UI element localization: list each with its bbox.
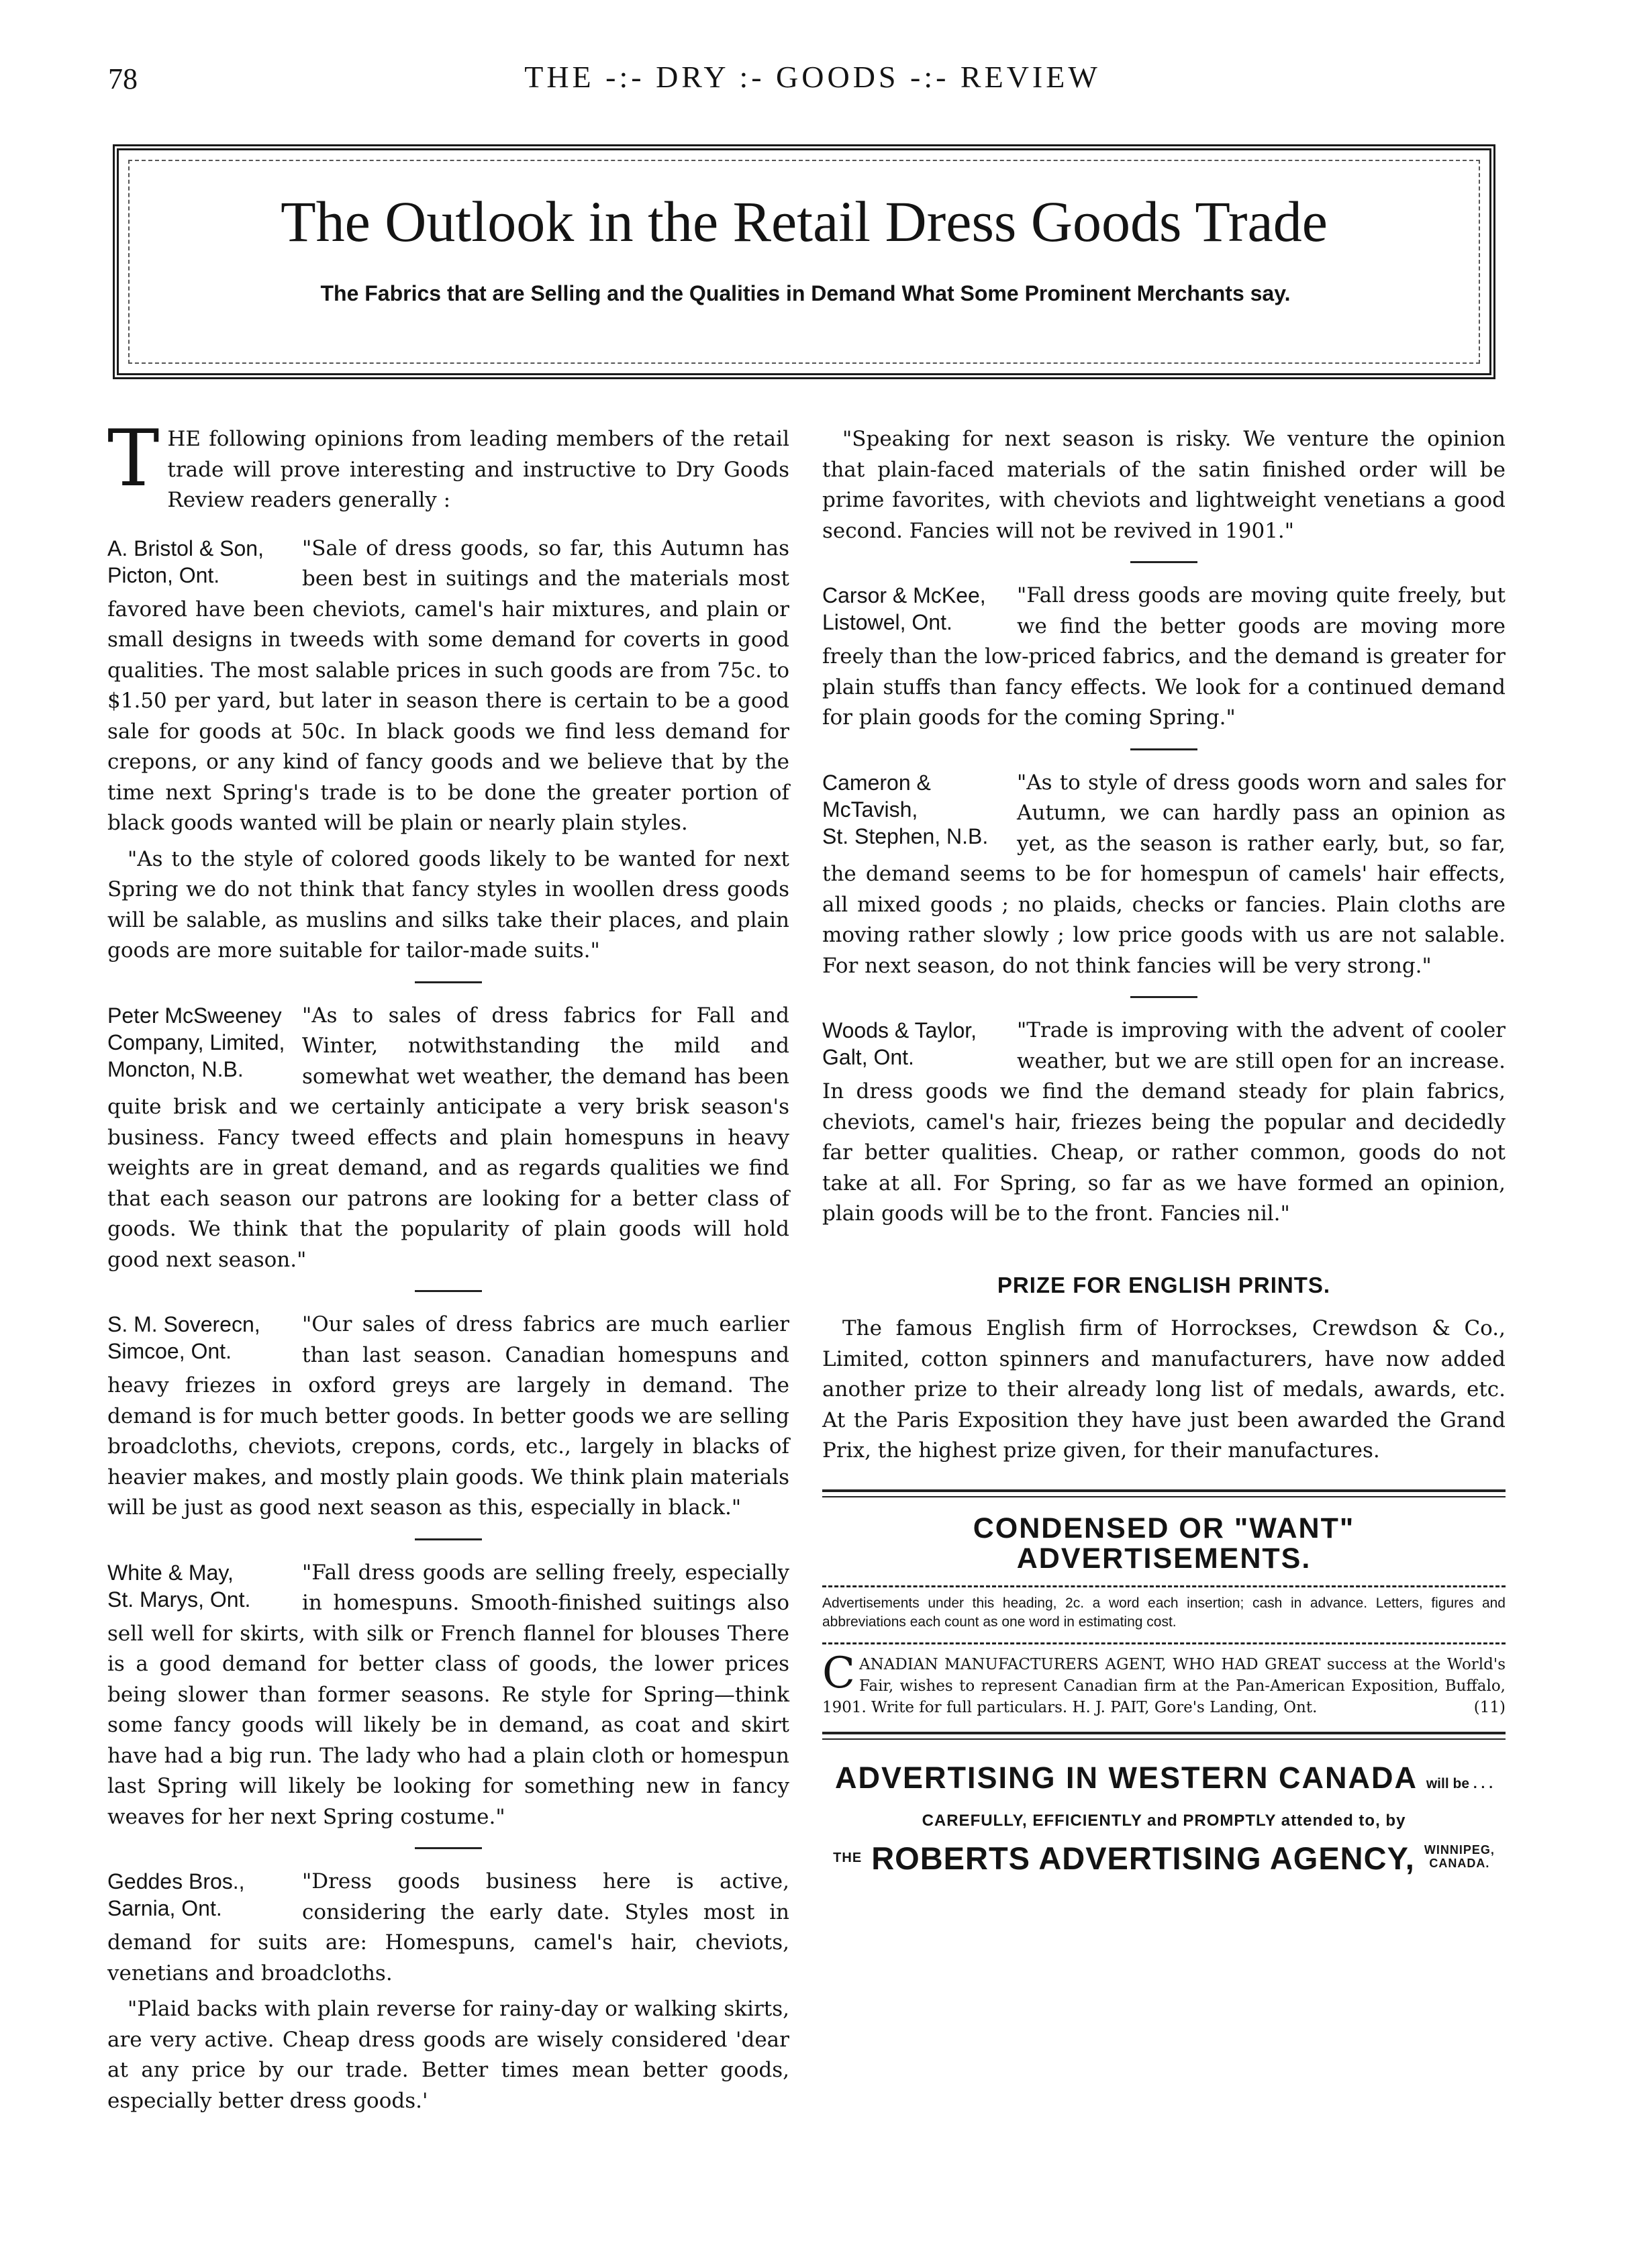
- quote-paragraph: "Speaking for next season is risky. We venture the opinion that plain-faced materials of the satin finished order will be prime favorites, with cheviots and lightweight venetians a good second. Fancies will not be revived in 1901.": [822, 427, 1506, 543]
- firm-name: Geddes Bros., Sarnia, Ont.: [107, 1869, 245, 1920]
- roberts-ad-line2: CAREFULLY, EFFICIENTLY and PROMPTLY attended to, by: [922, 1812, 1406, 1830]
- entry-woods-taylor: [822, 1016, 1506, 1230]
- dashed-rule: [822, 1642, 1506, 1644]
- prize-text: The famous English firm of Horrockses, Crewdson & Co., Limited, cotton spinners and manufacturers, have now added another prize to their already long list of medals, awards, etc. At the Paris Exposition they have just been awarded the Grand Prix, the highest prize given, for their manufactures.: [822, 1316, 1506, 1463]
- right-column: [822, 424, 1506, 1876]
- prize-heading: PRIZE FOR ENGLISH PRINTS.: [997, 1272, 1331, 1297]
- firm-name: Carsor & McKee, Listowel, Ont.: [822, 583, 986, 634]
- dashed-rule: [822, 1585, 1506, 1587]
- want-ad-listing: [822, 1648, 1506, 1718]
- page-number: 78: [108, 62, 138, 95]
- quote-paragraph: "Plaid backs with plain reverse for rainy-day or walking skirts, are very active. Cheap dress goods are wisely considered 'dear at any price by our trade. Better times mean better goods, especially better dress goods.': [107, 1997, 789, 2113]
- quote-paragraph: "Dress goods business here is active, considering the early date. Styles most in demand for suits are: Homespuns, camel's hair, cheviots, venetians and broadcloths.: [107, 1869, 789, 1985]
- separator-rule: [1130, 561, 1197, 563]
- quote-paragraph: "Our sales of dress fabrics are much earlier than last season. Canadian homespuns and heavy friezes in oxford greys are largely in demand. The demand is for much better goods. In better goods we are selling broadcloths, cheviots, crepons, cords, etc., largely in blacks of heavier makes, and mostly plain goods. We think plain materials will be just as good next season as this, especially in black.": [107, 1312, 789, 1520]
- want-ads-terms: Advertisements under this heading, 2c. a word each insertion; cash in advance. Letters, figures and abbreviations each count as one word in estimating cost.: [822, 1595, 1506, 1630]
- roberts-ad-line1: ADVERTISING IN WESTERN CANADA will be . . .: [834, 1760, 1493, 1795]
- separator-rule: [1130, 748, 1197, 750]
- roberts-ad-location: WINNIPEG, CANADA.: [1424, 1842, 1495, 1870]
- section-divider: [822, 1489, 1506, 1497]
- article-subtitle: The Fabrics that are Selling and the Qualities in Demand What Some Prominent Merchants say.: [320, 281, 1291, 305]
- roberts-ad-agency: $^{THE}$ ROBERTS ADVERTISING AGENCY, WINNIPEG, CANADA.: [833, 1840, 1495, 1876]
- intro-paragraph: [107, 413, 789, 516]
- quote-paragraph: "Fall dress goods are selling freely, especially in homespuns. Smooth-finished suitings also sell well for skirts, with silk or French flannel for blouses There is a good demand for better class of goods, the lower prices being slower than former seasons. Re style for Spring—think some fancy goods will likely be in demand, as coat and skirt have had a big run. The lady who had a plain cloth or homespun last Spring will likely be looking for something new in fancy weaves for her next Spring costume.": [107, 1560, 789, 1829]
- intro-dropcap: T: [107, 413, 160, 504]
- entry-white-may: [107, 1558, 789, 1833]
- section-divider: [822, 1732, 1506, 1740]
- firm-name: S. M. Soverecn, Simcoe, Ont.: [107, 1312, 260, 1363]
- entry-geddes: [107, 1867, 789, 2116]
- quote-paragraph: "As to the style of colored goods likely to be wanted for next Spring we do not think that fancy styles in woollen dress goods will be salable, as muslins and silks take their places, and plain goods are more suitable for tailor-made suits.": [107, 846, 789, 963]
- left-column: [107, 413, 789, 2122]
- title-ornamental-border: [113, 144, 1495, 379]
- quote-paragraph: "As to sales of dress fabrics for Fall and Winter, notwithstanding the mild and somewhat wet weather, the demand has been quite brisk and we certainly anticipate a very brisk season's business. Fancy tweed effects and plain homespuns in heavy weights are in great demand, and as regards qualities we find that each season our patrons are looking for a better class of goods. We think that the popularity of plain goods will hold good next season.": [107, 1003, 789, 1272]
- roberts-ad-line1-suffix: will be . . .: [1426, 1775, 1493, 1791]
- separator-rule: [415, 1538, 482, 1540]
- entry-soverecn: [107, 1310, 789, 1524]
- want-ad-text: ANADIAN MANUFACTURERS AGENT, WHO HAD GREAT success at the World's Fair, wishes to represent Canadian firm at the Pan-American Exposition, Buffalo, 1901. Write for full particulars. H. J. PAIT, Gore's Landing, Ont.: [822, 1655, 1506, 1716]
- quote-paragraph: "Fall dress goods are moving quite freely, but we find the better goods are moving more freely than the low-priced fabrics, and the demand is greater for plain stuffs than fancy effects. We look for a continued demand for plain goods for the coming Spring.": [822, 583, 1506, 730]
- separator-rule: [415, 981, 482, 983]
- entry-mcsweeney: [107, 1001, 789, 1276]
- firm-name: A. Bristol & Son, Picton, Ont.: [107, 536, 264, 587]
- firm-name: Woods & Taylor, Galt, Ont.: [822, 1018, 977, 1069]
- entry-bristol: [107, 534, 789, 967]
- firm-name: White & May, St. Marys, Ont.: [107, 1560, 251, 1612]
- entry-cameron-mctavish: [822, 768, 1506, 982]
- want-ad-dropcap: C: [822, 1648, 855, 1698]
- separator-rule: [1130, 996, 1197, 998]
- entry-carsor-mckee: [822, 581, 1506, 734]
- article-title: The Outlook in the Retail Dress Goods Trade: [281, 189, 1328, 254]
- want-ad-reference: (11): [1473, 1698, 1506, 1716]
- separator-rule: [415, 1290, 482, 1292]
- quote-paragraph: "Sale of dress goods, so far, this Autumn has been best in suitings and the materials most favored have been cheviots, camel's hair mixtures, and plain or small designs in tweeds with some demand for coverts in good qualities. The most salable prices in such goods are from 75c. to $1.50 per yard, but later in season there is certain to be a good sale for goods at 50c. In black goods we find less demand for crepons, or any kind of fancy goods and we believe that by the time next Spring's trade is to be done the greater portion of black goods wanted will be plain or nearly plain styles.: [107, 536, 789, 835]
- quote-paragraph: "As to style of dress goods worn and sales for Autumn, we can hardly pass an opinion as yet, as the season is rather early, but, so far, the demand seems to be for homespun of camels' hair effects, all mixed goods ; no plaids, checks or fancies. Plain cloths are moving rather slowly ; low price goods with us are not salable. For next season, do not think fancies will be very strong.": [822, 770, 1506, 978]
- separator-rule: [415, 1847, 482, 1849]
- running-header: THE -:- DRY :- GOODS -:- REVIEW: [524, 60, 1101, 94]
- intro-text: HE following opinions from leading members of the retail trade will prove interesting and instructive to Dry Goods Review readers generally :: [167, 427, 789, 512]
- firm-name: Peter McSweeney Company, Limited, Moncton, N.B.: [107, 1003, 285, 1081]
- want-ads-heading: CONDENSED OR "WANT" ADVERTISEMENTS.: [973, 1512, 1355, 1575]
- firm-name: Cameron & McTavish, St. Stephen, N.B.: [822, 770, 989, 848]
- quote-paragraph: "Trade is improving with the advent of cooler weather, but we are still open for an increase. In dress goods we find the demand steady for plain fabrics, cheviots, camel's hair, friezes being the popular and decidedly far better qualities. Cheap, or rather common, goods do not take at all. For Spring, so far as we have formed an opinion, plain goods will be to the front. Fancies nil.": [822, 1018, 1506, 1226]
